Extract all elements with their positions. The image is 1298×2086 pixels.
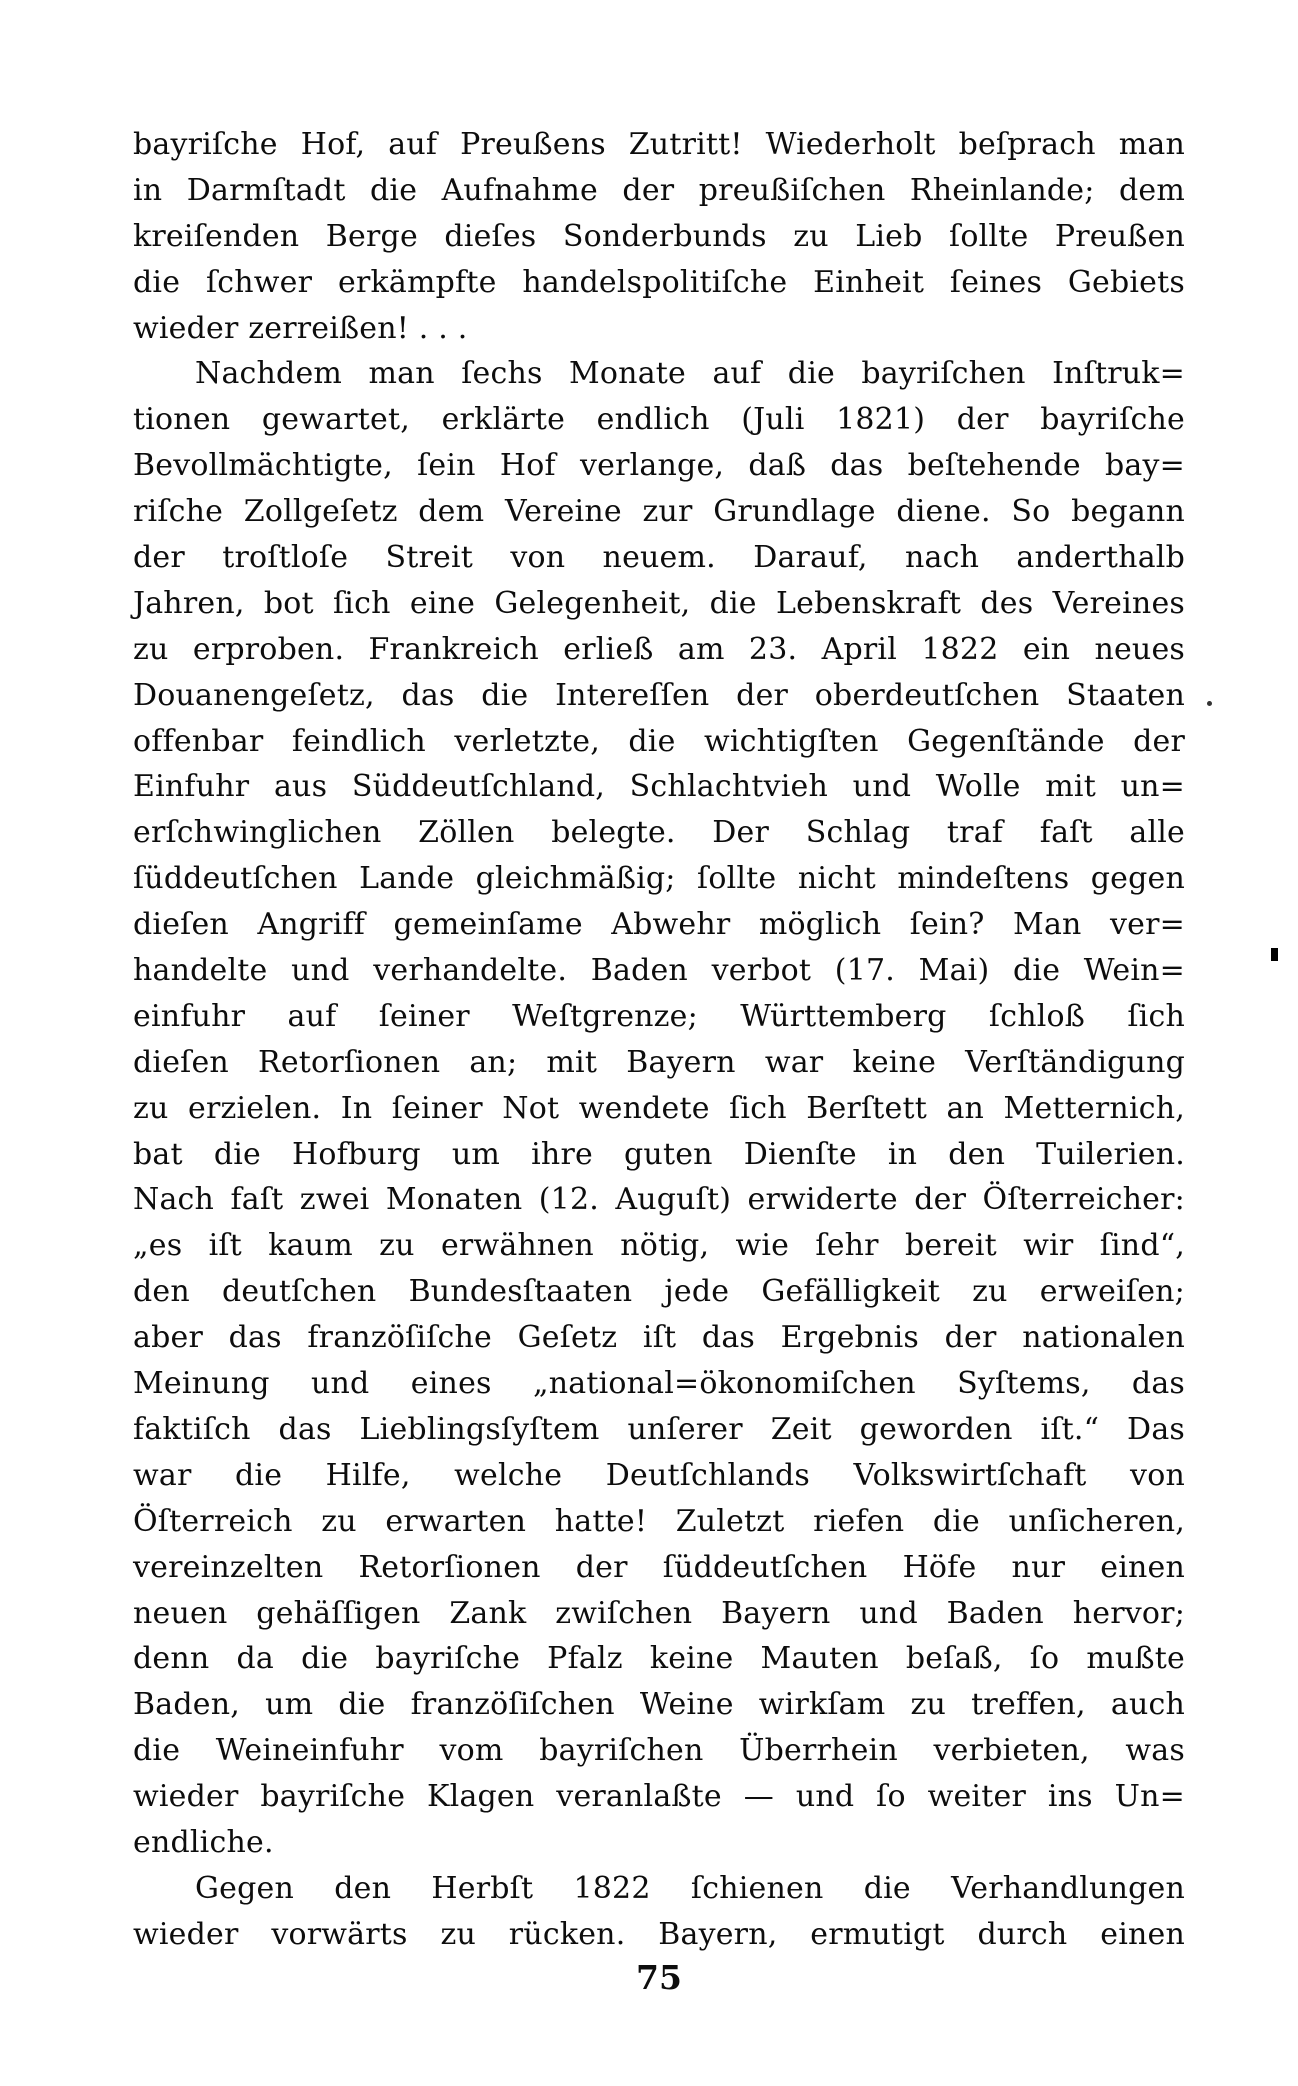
text-line: endliche.: [133, 1824, 274, 1860]
page-number: 75: [636, 1958, 682, 1997]
text-line: faktiſch das Lieblingsſyſtem unſerer Zeit geworden iſt.“ Das: [133, 1411, 1185, 1447]
text-line: dieſen Retorſionen an; mit Bayern war keine Verſtändigung: [133, 1044, 1185, 1080]
text-line: ſüddeutſchen Lande gleichmäßig; ſollte nicht mindeſtens gegen: [133, 861, 1185, 897]
text-line: denn da die bayriſche Pfalz keine Mauten beſaß, ſo mußte: [133, 1641, 1185, 1677]
text-line: Bevollmächtigte, ſein Hof verlange, daß das beſtehende bay=: [133, 448, 1185, 484]
text-line: Baden, um die franzöſiſchen Weine wirkſam zu treffen, auch: [133, 1687, 1185, 1723]
text-line: wieder zerreißen! . . .: [133, 310, 468, 346]
text-line: wieder bayriſche Klagen veranlaßte — und ſo weiter ins Un=: [133, 1779, 1185, 1815]
text-line: der troſtloſe Streit von neuem. Darauf, nach anderthalb: [133, 540, 1185, 576]
text-line: in Darmſtadt die Aufnahme der preußiſchen Rheinlande; dem: [133, 172, 1185, 208]
ink-speck: [1271, 948, 1278, 961]
text-line: bayriſche Hof, auf Preußens Zutritt! Wiederholt beſprach man: [133, 127, 1185, 162]
text-line: vereinzelten Retorſionen der ſüddeutſchen Höfe nur einen: [133, 1549, 1185, 1585]
text-line: tionen gewartet, erklärte endlich (Juli 1821) der bayriſche: [133, 402, 1185, 438]
page-text: [133, 122, 1185, 1958]
text-line: dieſen Angriff gemeinſame Abwehr möglich ſein? Man ver=: [133, 907, 1185, 943]
text-line: einfuhr auf ſeiner Weſtgrenze; Württemberg ſchloß ſich: [133, 998, 1185, 1034]
text-line: war die Hilfe, welche Deutſchlands Volkswirtſchaft von: [133, 1457, 1185, 1493]
text-line: handelte und verhandelte. Baden verbot (17. Mai) die Wein=: [133, 953, 1185, 989]
text-line: Meinung und eines „national=ökonomiſchen Syſtems, das: [133, 1366, 1185, 1402]
text-line: Gegen den Herbſt 1822 ſchienen die Verhandlungen: [195, 1870, 1185, 1906]
text-line: bat die Hofburg um ihre guten Dienſte in den Tuilerien.: [133, 1136, 1185, 1172]
text-line: wieder vorwärts zu rücken. Bayern, ermutigt durch einen: [133, 1916, 1185, 1952]
text-line: den deutſchen Bundesſtaaten jede Gefälligkeit zu erweiſen;: [133, 1274, 1185, 1310]
text-line: Nach faſt zwei Monaten (12. Auguſt) erwiderte der Öſterreicher:: [133, 1182, 1185, 1218]
ink-speck: [1207, 701, 1212, 706]
text-line: die ſchwer erkämpfte handelspolitiſche Einheit ſeines Gebiets: [133, 264, 1185, 300]
text-line: Douanengeſetz, das die Intereſſen der oberdeutſchen Staaten: [133, 677, 1185, 713]
text-line: aber das franzöſiſche Geſetz iſt das Ergebnis der nationalen: [133, 1320, 1185, 1356]
text-line: Nachdem man ſechs Monate auf die bayriſchen Inſtruk=: [195, 356, 1185, 392]
text-line: kreiſenden Berge dieſes Sonderbunds zu Lieb ſollte Preußen: [133, 218, 1185, 254]
text-line: „es iſt kaum zu erwähnen nötig, wie ſehr bereit wir ſind“,: [133, 1228, 1185, 1264]
text-line: riſche Zollgeſetz dem Vereine zur Grundlage diene. So begann: [133, 494, 1185, 530]
text-line: Öſterreich zu erwarten hatte! Zuletzt riefen die unſicheren,: [133, 1503, 1185, 1539]
text-line: zu erproben. Frankreich erließ am 23. April 1822 ein neues: [133, 631, 1185, 667]
text-line: offenbar feindlich verletzte, die wichtigſten Gegenſtände der: [133, 723, 1185, 759]
text-line: die Weineinfuhr vom bayriſchen Überrhein verbieten, was: [133, 1733, 1185, 1769]
text-line: neuen gehäſſigen Zank zwiſchen Bayern und Baden hervor;: [133, 1595, 1185, 1631]
text-line: erſchwinglichen Zöllen belegte. Der Schlag traf faſt alle: [133, 815, 1185, 851]
text-line: zu erzielen. In ſeiner Not wendete ſich Berſtett an Metternich,: [133, 1090, 1185, 1126]
text-line: Jahren, bot ſich eine Gelegenheit, die Lebenskraft des Vereines: [133, 585, 1185, 621]
text-line: Einfuhr aus Süddeutſchland, Schlachtvieh und Wolle mit un=: [133, 769, 1185, 805]
